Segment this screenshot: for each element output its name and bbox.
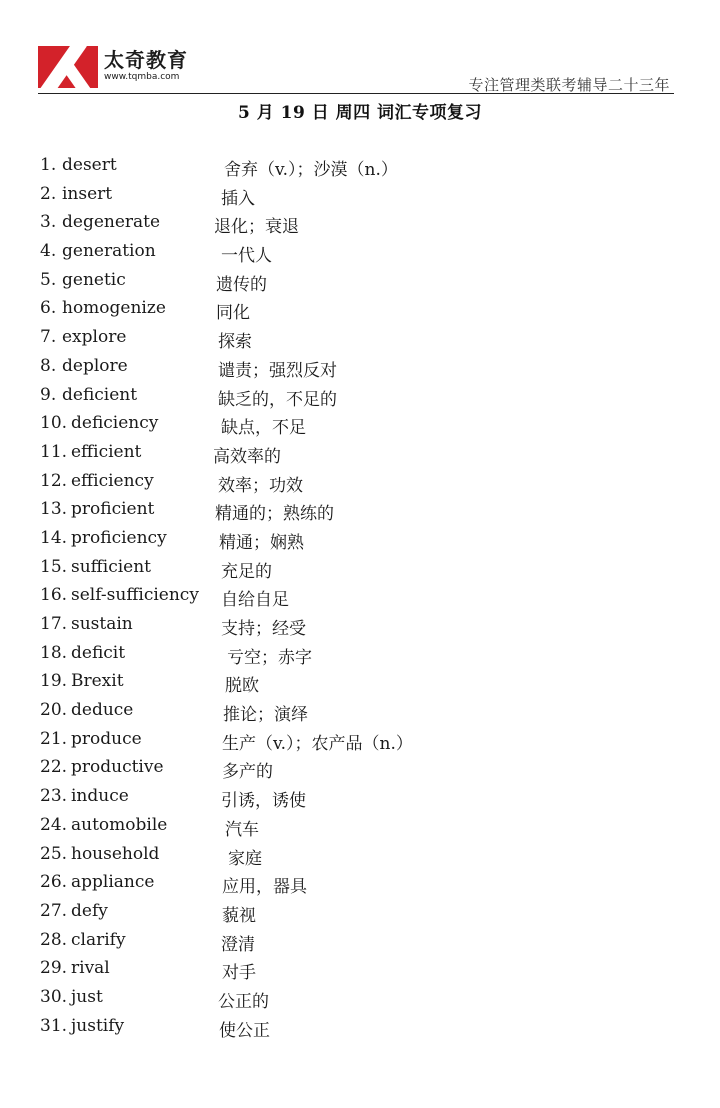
vocab-number: 22. [40,757,68,778]
vocab-meaning: 谴责；强烈反对 [218,360,337,381]
vocab-number: 7. [40,327,57,348]
vocab-word: deficit [71,642,126,663]
vocab-number: 8. [40,355,57,376]
vocab-number: 18. [40,642,68,663]
vocab-number: 6. [40,298,57,319]
vocab-meaning: 舍弃（v.）；沙漠（n.） [224,160,398,180]
vocab-row [0,669,720,698]
vocab-row [0,842,720,871]
vocab-number: 20. [40,700,68,721]
vocab-row [0,813,720,842]
vocab-row [0,698,720,727]
vocab-word: genetic [62,269,126,290]
vocab-meaning: 多产的 [222,762,273,783]
vocab-number: 2. [40,183,57,204]
vocab-number: 24. [40,814,68,835]
vocab-row [0,784,720,813]
vocab-row [0,928,720,957]
vocab-meaning: 应用，器具 [222,877,307,898]
vocab-word: appliance [71,872,155,893]
vocab-word: proficient [71,499,155,520]
vocab-word: proficiency [71,527,167,548]
vocab-word: efficiency [71,470,154,491]
vocab-row [0,1014,720,1043]
vocab-meaning: 缺乏的，不足的 [218,389,337,410]
vocab-row [0,612,720,641]
logo-url: www.tqmba.com [104,72,180,82]
vocab-word: sustain [71,614,133,634]
vocab-meaning: 精通；娴熟 [219,532,304,553]
vocab-word: Brexit [71,671,124,692]
vocab-number: 16. [40,585,68,606]
vocab-word: sufficient [71,556,151,577]
page-title: 5 月 19 日 周四 词汇专项复习 [237,103,483,123]
vocab-meaning: 支持；经受 [221,619,306,639]
vocab-meaning: 使公正 [219,1020,270,1041]
vocab-row [0,956,720,985]
vocab-word: defy [71,900,108,921]
vocab-meaning: 引诱，诱使 [221,791,306,812]
vocab-row [0,268,720,297]
vocab-meaning: 高效率的 [213,446,281,467]
vocab-word: just [71,986,103,1007]
vocab-number: 13. [40,499,68,520]
vocab-row [0,755,720,784]
vocab-word: efficient [71,441,142,462]
vocab-meaning: 精通的；熟练的 [215,504,334,525]
vocab-number: 17. [40,614,68,634]
vocab-meaning: 亏空；赤字 [227,647,312,668]
vocab-word: generation [62,241,156,262]
logo-name: 太奇教育 [104,48,188,72]
vocab-meaning: 公正的 [218,991,269,1012]
vocab-row [0,411,720,440]
vocab-meaning: 一代人 [221,246,272,267]
vocab-word: desert [62,155,117,175]
vocab-row [0,440,720,469]
vocab-number: 30. [40,986,68,1007]
vocab-number: 29. [40,958,68,979]
vocab-number: 4. [40,241,57,262]
vocab-row [0,296,720,325]
vocab-meaning: 自给自足 [221,590,289,611]
vocab-meaning: 退化；衰退 [214,217,299,238]
vocab-meaning: 充足的 [221,561,272,582]
vocab-number: 15. [40,556,68,577]
vocab-number: 21. [40,728,68,749]
vocab-meaning: 缺点，不足 [221,418,306,439]
vocab-word: homogenize [62,298,166,319]
vocab-number: 26. [40,872,68,893]
vocab-number: 5. [40,269,57,290]
vocab-word: self-sufficiency [71,585,199,606]
vocab-row [0,325,720,354]
vocab-number: 1. [40,155,57,175]
vocab-word: produce [71,728,142,749]
vocab-number: 11. [40,441,68,462]
vocab-meaning: 汽车 [225,819,259,840]
vocab-word: degenerate [62,212,161,233]
vocab-meaning: 插入 [221,188,255,209]
header-divider [38,93,674,94]
vocab-number: 14. [40,527,68,548]
vocab-word: insert [62,183,113,204]
vocab-meaning: 藐视 [222,905,256,926]
vocab-row [0,555,720,584]
page-header [0,0,720,100]
vocab-word: deficiency [71,413,159,434]
vocab-number: 28. [40,929,68,950]
vocab-number: 10. [40,413,68,434]
vocab-word: induce [71,786,129,807]
vocab-word: deficient [62,384,138,405]
vocab-row [0,641,720,670]
vocab-word: productive [71,757,164,778]
vocab-row [0,985,720,1014]
vocab-row [0,583,720,612]
vocab-word: deplore [62,355,128,376]
vocab-number: 3. [40,212,57,233]
vocab-word: deduce [71,700,134,721]
vocab-word: clarify [71,929,126,950]
logo-icon [38,46,98,88]
vocab-meaning: 家庭 [228,848,262,869]
vocab-row [0,497,720,526]
vocab-meaning: 对手 [222,963,256,984]
vocab-number: 12. [40,470,68,491]
vocab-meaning: 脱欧 [225,676,259,697]
vocab-row [0,870,720,899]
vocab-row [0,526,720,555]
vocab-row [0,153,720,182]
vocab-row [0,354,720,383]
vocab-word: household [71,843,160,864]
header-tagline: 专注管理类联考辅导二十三年 [468,76,670,94]
vocab-meaning: 遗传的 [216,274,267,295]
vocabulary-list [0,153,720,1042]
vocab-row [0,727,720,756]
vocab-number: 9. [40,384,57,405]
vocab-meaning: 探索 [218,332,252,353]
vocab-meaning: 推论；演绎 [223,705,308,726]
vocab-number: 25. [40,843,68,864]
vocab-meaning: 澄清 [221,934,255,955]
vocab-meaning: 生产（v.）；农产品（n.） [222,733,413,754]
vocab-word: rival [71,958,110,979]
vocab-row [0,383,720,412]
vocab-row [0,239,720,268]
vocab-word: explore [62,327,127,348]
vocab-row [0,182,720,211]
vocab-meaning: 效率；功效 [218,475,303,496]
vocab-word: justify [71,1015,125,1036]
vocab-row [0,469,720,498]
vocab-word: automobile [71,814,168,835]
vocab-number: 23. [40,786,68,807]
vocab-meaning: 同化 [216,303,250,324]
vocab-row [0,899,720,928]
vocab-number: 27. [40,900,68,921]
vocab-number: 19. [40,671,68,692]
vocab-number: 31. [40,1015,68,1036]
vocab-row [0,210,720,239]
